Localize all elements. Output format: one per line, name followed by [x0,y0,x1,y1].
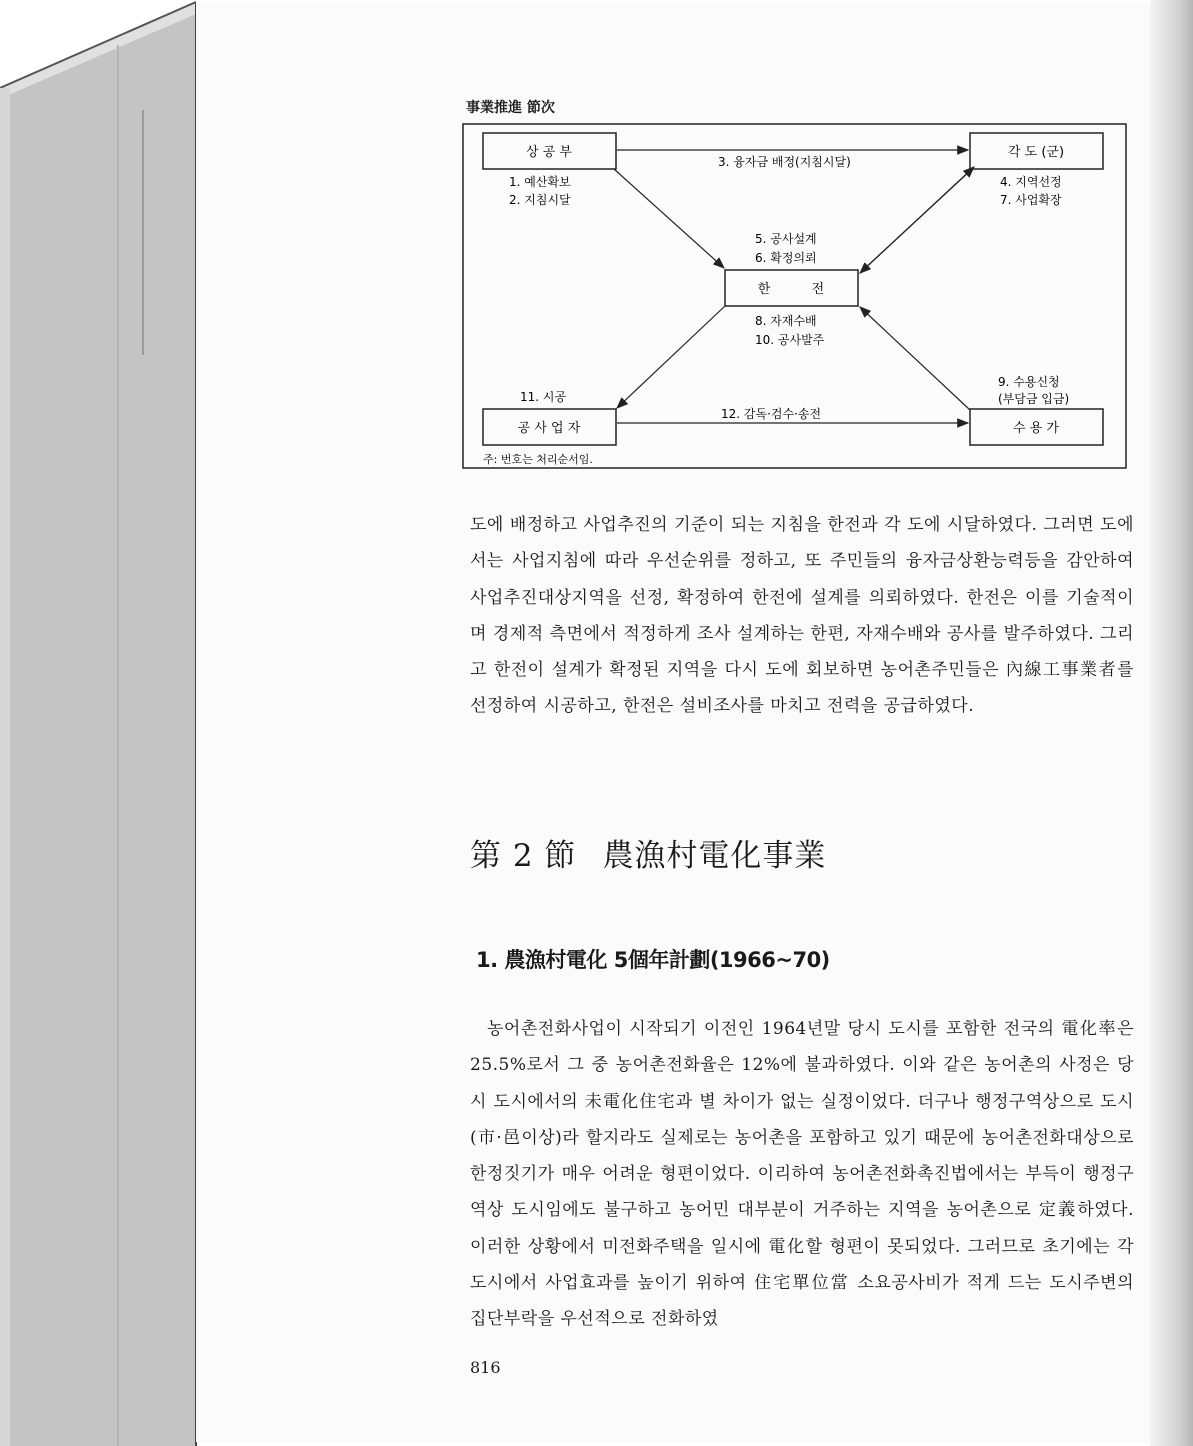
book-edge [0,0,200,1446]
kepco-lower-2: 10. 공사발주 [755,333,825,347]
paragraph-procedure [470,507,1134,725]
ministry-task-1: 1. 예산확보 [509,175,571,189]
section-heading [470,830,826,875]
section-number: 第 2 節 [470,838,577,874]
kepco-lower-1: 8. 자재수배 [755,314,817,328]
arrow-kepco-province [862,167,974,271]
arrow-kepco-contractor [617,306,725,408]
kepco-upper-1: 5. 공사설계 [755,232,817,246]
fund-allocation-label: 3. 융자금 배정(지침시달) [718,155,851,169]
paragraph-electrification-text: 농어촌전화사업이 시작되기 이전인 1964년말 당시 도시를 포함한 전국의 電化率은 25.5%로서 그 중 농어촌전화율은 12%에 불과하였다. 이와 같은 농어촌의 사정은 당시 도시에서의 未電化住宅과 별 차이가 없는 실정이었다. 더구나 행정구역상으로 도시(市·邑이상)라 할지라도 실제로는 농어촌을 포함하고 있기 때문에 농어촌전화대상으로 한정짓기가 매우 어려운 형편이었다. 이리하여 농어촌전화촉진법에서는 부득이 행정구역상 도시임에도 불구하고 농어민 대부분이 거주하는 지역을 농어촌으로 定義하였다. 이러한 상황에서 미전화주택을 일시에 電化할 형편이 못되었다. 그러므로 초기에는 각 도시에서 사업효과를 높이기 위하여 住宅單位當 소요공사비가 적게 드는 도시주변의 집단부락을 우선적으로 전화하였 [470,1019,1134,1330]
kepco-upper-2: 6. 확정의뢰 [755,251,817,265]
kepco-label: 한 전 [757,282,825,297]
subsection-heading: 1. 農漁村電化 5個年計劃(1966~70) [476,948,830,972]
page-curl-shadow [1150,0,1193,1446]
consumer-task-2: (부담금 입금) [998,392,1070,406]
inspection-label: 12. 감독·검수·송전 [721,407,822,421]
arrow-consumer-kepco [860,307,970,410]
construction-label: 11. 시공 [520,390,567,404]
paragraph-procedure-text: 도에 배정하고 사업추진의 기준이 되는 지침을 한전과 각 도에 시달하였다. 그러면 도에서는 사업지침에 따라 우선순위를 정하고, 또 주민들의 융자금상환능력등을 감안하여 사업추진대상지역을 선정, 확정하여 한전에 설계를 의뢰하였다. 한전은 이를 기술적이며 경제적 측면에서 적정하게 조사 설계하는 한편, 자재수배와 공사를 발주하였다. 그리고 한전이 설계가 확정된 지역을 다시 도에 회보하면 농어촌주민들은 內線工事業者를 선정하여 시공하고, 한전은 설비조사를 마치고 전력을 공급하였다. [470,515,1134,717]
page-number: 816 [470,1358,501,1377]
ministry-label: 상 공 부 [526,145,572,160]
process-flow-diagram [462,123,1127,469]
province-task-1: 4. 지역선정 [1000,175,1062,189]
consumer-label: 수 용 가 [1013,421,1059,436]
diagram-title: 事業推進 節次 [466,100,555,116]
section-title: 農漁村電化事業 [602,838,827,874]
contractor-label: 공 사 업 자 [517,421,581,436]
ministry-task-2: 2. 지침시달 [509,193,571,207]
diagram-note: 주: 번호는 처리순서임. [483,453,593,466]
consumer-task-1: 9. 수용신청 [998,375,1060,389]
province-label: 각 도 (군) [1007,145,1065,160]
paragraph-electrification [470,1011,1134,1338]
province-task-2: 7. 사업확장 [1000,193,1062,207]
arrow-ministry-kepco [614,169,724,268]
